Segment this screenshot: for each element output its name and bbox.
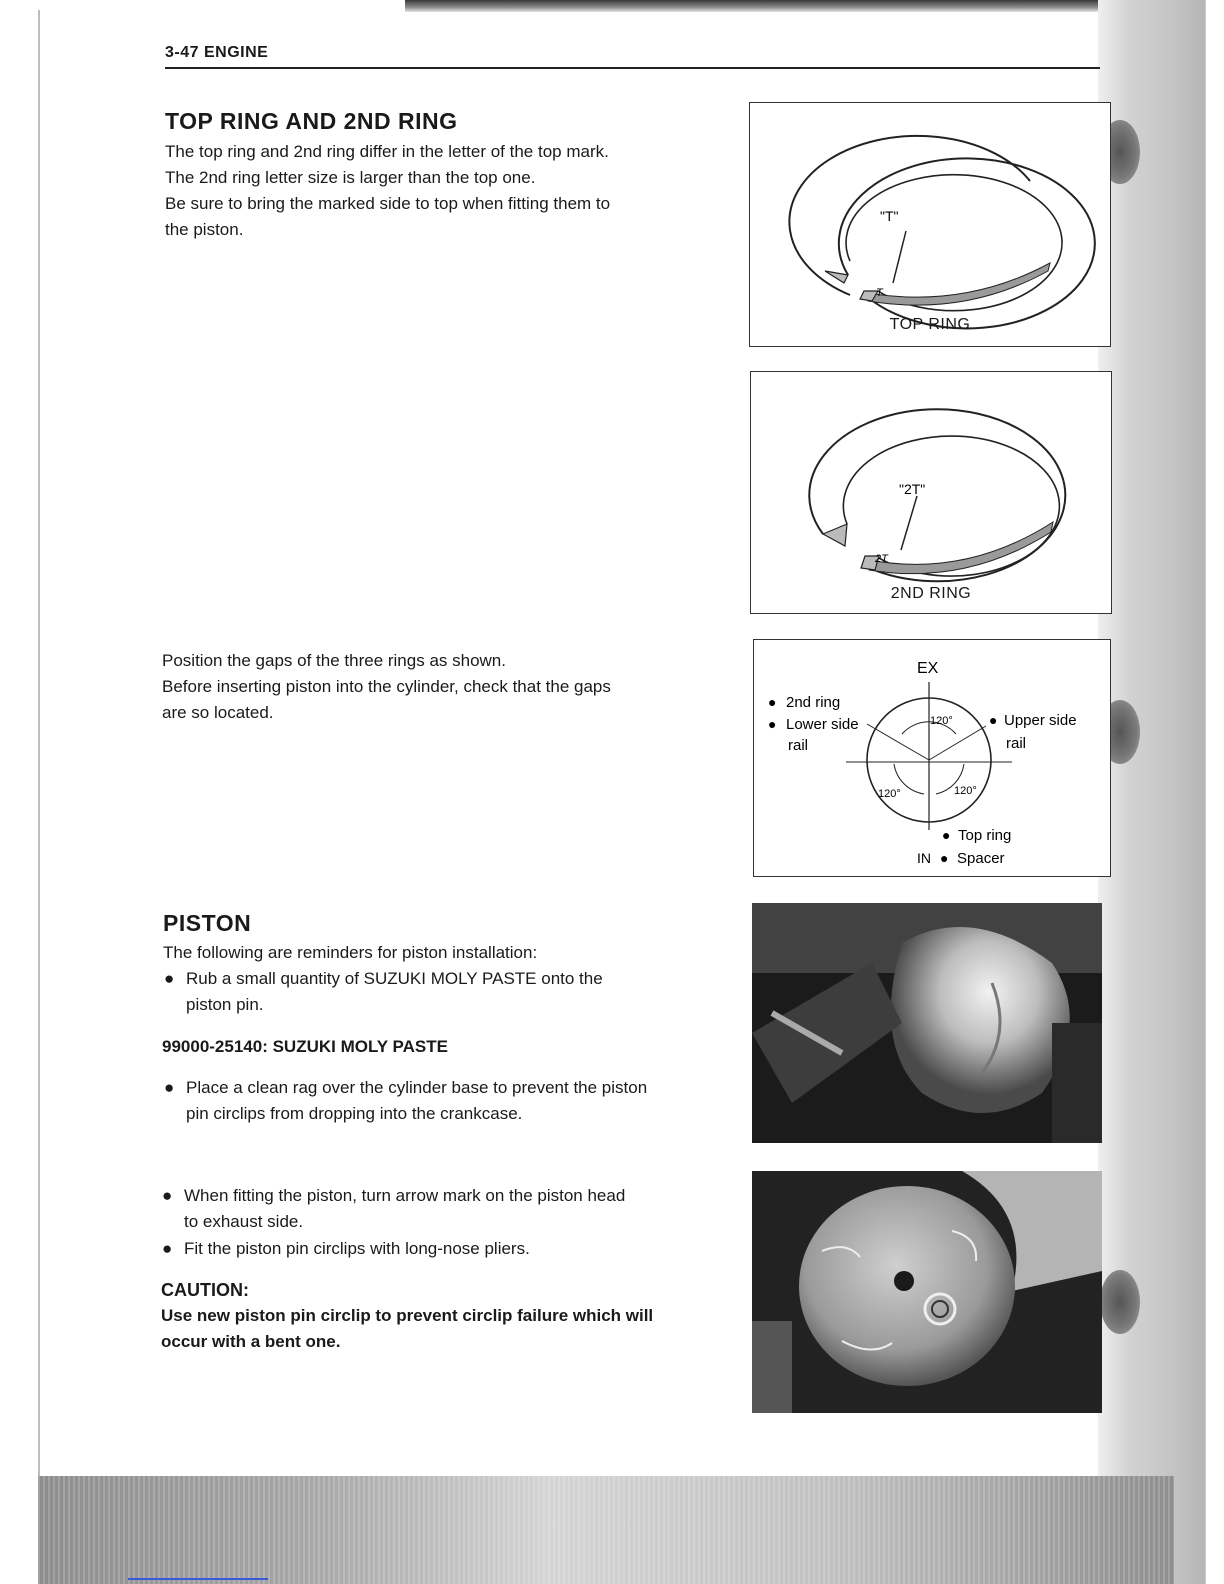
label-bullet: ● — [989, 712, 998, 728]
caution-label: CAUTION: — [161, 1280, 249, 1300]
piston-bullet-arrow — [160, 1183, 732, 1235]
photo-piston-head — [752, 1171, 1102, 1413]
bullet-line: to exhaust side. — [184, 1212, 304, 1231]
label-lower-rail-2: rail — [788, 737, 809, 754]
section-title-piston: PISTON — [163, 910, 252, 936]
caution-text — [161, 1303, 721, 1355]
piston-bullet-rag — [162, 1075, 734, 1127]
ring-mark-label: "T" — [880, 208, 899, 224]
piston-bullet-pliers — [160, 1236, 732, 1262]
bullet-dot: ● — [164, 1078, 175, 1097]
label-upper-rail: Upper side — [1004, 712, 1077, 729]
piston-intro: The following are reminders for piston installation: — [163, 943, 538, 962]
part-number: 99000-25140: SUZUKI MOLY PASTE — [162, 1037, 448, 1056]
piston-bullet-moly — [162, 966, 734, 1018]
gap-line-right — [929, 726, 986, 760]
label-bullet: ● — [768, 694, 777, 710]
in-label: IN — [917, 850, 931, 866]
rings-paragraph — [165, 139, 725, 243]
section-title-rings: TOP RING AND 2ND RING — [165, 108, 458, 134]
bottom-link-underline — [128, 1578, 268, 1580]
angle-label-left: 120° — [878, 788, 901, 800]
angle-label-top: 120° — [930, 715, 953, 727]
figure-ring-gap-diagram — [753, 639, 1111, 877]
rings-line: Be sure to bring the marked side to top when fitting them to — [165, 194, 611, 213]
rings-line: The top ring and 2nd ring differ in the letter of the top mark. — [165, 142, 609, 161]
bullet-line: Fit the piston pin circlips with long-nose pliers. — [184, 1239, 530, 1258]
header-rule — [165, 67, 1100, 69]
bullet-dot: ● — [162, 1239, 173, 1258]
bullet-line: pin circlips from dropping into the crankcase. — [186, 1104, 523, 1123]
label-upper-rail-2: rail — [1006, 735, 1027, 752]
gaps-line: Position the gaps of the three rings as shown. — [162, 651, 506, 670]
ring-mark-glyph: 2T — [875, 553, 888, 565]
top-ring-drawing — [750, 103, 1110, 346]
figure-caption: TOP RING — [889, 316, 971, 333]
bullet-line: Place a clean rag over the cylinder base to prevent the piston — [186, 1078, 648, 1097]
bullet-dot: ● — [162, 1186, 173, 1205]
caution-line: occur with a bent one. — [161, 1332, 341, 1351]
binder-hole — [1100, 1270, 1140, 1334]
label-2nd-ring: 2nd ring — [786, 694, 841, 711]
gaps-line: Before inserting piston into the cylinder, check that the gaps — [162, 677, 611, 696]
gaps-paragraph — [162, 648, 722, 726]
figure-caption: 2ND RING — [890, 585, 972, 602]
gap-line-left — [867, 724, 929, 760]
gaps-line: are so located. — [162, 703, 274, 722]
label-bullet: ● — [940, 850, 949, 866]
bullet-line: piston pin. — [186, 995, 264, 1014]
figure-second-ring — [750, 371, 1112, 614]
rings-line: The 2nd ring letter size is larger than the top one. — [165, 168, 536, 187]
binding-shadow — [1098, 0, 1224, 1584]
ex-label: EX — [917, 660, 939, 677]
label-bullet: ● — [768, 716, 777, 732]
gap-diagram-drawing — [754, 640, 1110, 876]
figure-top-ring — [749, 102, 1111, 347]
bullet-line: When fitting the piston, turn arrow mark on the piston head — [184, 1186, 626, 1205]
page-left-edge — [38, 10, 40, 1480]
scan-top-shadow — [405, 0, 1175, 12]
second-ring-drawing — [751, 372, 1111, 613]
photo-piston-drawing — [752, 1171, 1102, 1413]
ring-mark-label: "2T" — [899, 481, 926, 497]
caution-line: Use new piston pin circlip to prevent circlip failure which will — [161, 1306, 654, 1325]
bullet-dot: ● — [164, 969, 175, 988]
ring-mark-glyph: T — [876, 287, 883, 299]
running-title: 3-47 ENGINE — [165, 44, 269, 61]
label-bullet: ● — [942, 827, 951, 843]
angle-label-right: 120° — [954, 785, 977, 797]
label-lower-rail: Lower side — [786, 716, 859, 733]
photo-rag-over-cylinder — [752, 903, 1102, 1143]
label-spacer: Spacer — [957, 850, 1005, 867]
rings-line: the piston. — [165, 220, 244, 239]
bullet-line: Rub a small quantity of SUZUKI MOLY PASTE onto the — [186, 969, 603, 988]
scan-bottom-strip — [38, 1476, 1174, 1584]
label-top-ring: Top ring — [958, 827, 1012, 844]
photo-rag-drawing — [752, 903, 1102, 1143]
